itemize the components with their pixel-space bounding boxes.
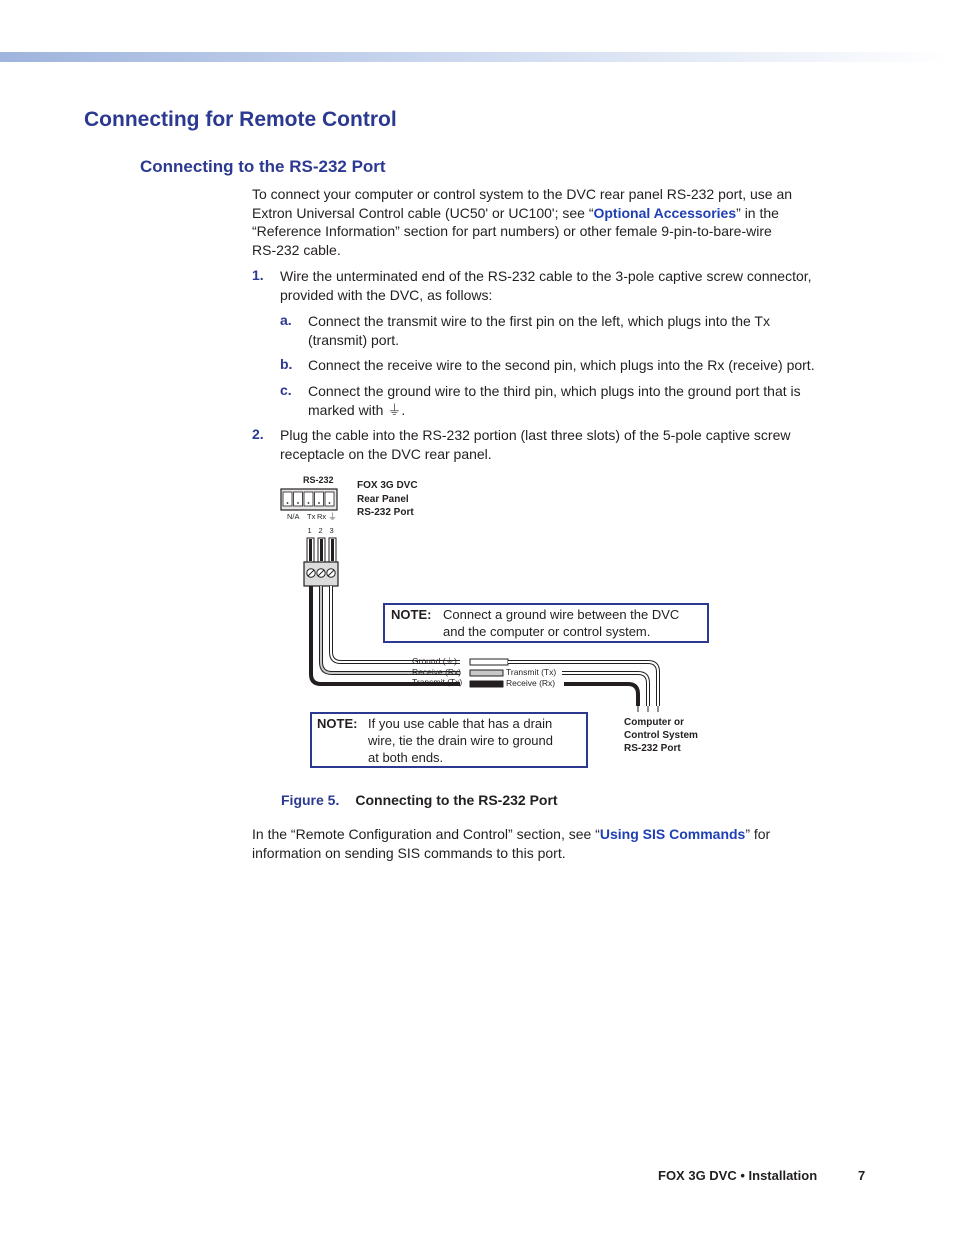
computer-label-line-3: RS-232 Port bbox=[624, 743, 681, 754]
step-1-line-2: provided with the DVC, as follows: bbox=[280, 286, 493, 303]
substep-b-letter: b. bbox=[280, 356, 293, 372]
computer-side-wires bbox=[470, 659, 658, 712]
drain-wire-note-box bbox=[310, 712, 588, 768]
closing-line-2: information on sending SIS commands to this port. bbox=[252, 844, 566, 861]
closing-line-1-text: In the “Remote Configuration and Control” section, see “ bbox=[252, 826, 600, 842]
pin-label-tx: Tx bbox=[307, 512, 316, 521]
ground-note-box bbox=[383, 603, 709, 643]
figure-caption bbox=[281, 792, 558, 808]
note-line-1: Connect a ground wire between the DVC bbox=[443, 607, 680, 622]
pin-number-1: 1 bbox=[307, 526, 312, 535]
substep-c-line-1: Connect the ground wire to the third pin, which plugs into the ground port that is bbox=[308, 383, 801, 399]
subsection-title: Connecting to the RS-232 Port bbox=[140, 157, 386, 176]
note-line-1: If you use cable that has a drain bbox=[368, 716, 553, 731]
substep-a-letter: a. bbox=[280, 312, 292, 328]
closing-line-1-tail: ” for bbox=[745, 826, 771, 842]
left-wire-labels bbox=[412, 656, 462, 688]
wire-label-transmit: Transmit (Tx) bbox=[412, 677, 463, 687]
intro-line-4: RS-232 cable. bbox=[252, 241, 341, 258]
wire-label-transmit-right: Transmit (Tx) bbox=[506, 667, 557, 677]
substep-c-line-2: marked with ⏚. bbox=[308, 401, 406, 418]
figure-title: Connecting to the RS-232 Port bbox=[355, 792, 558, 808]
ground-symbol-icon: ⏚ bbox=[328, 512, 338, 522]
intro-line-1: To connect your computer or control system to the DVC rear panel RS-232 port, use an bbox=[252, 186, 793, 202]
optional-accessories-link[interactable]: Optional Accessories bbox=[593, 204, 737, 221]
intro-line-3: “Reference Information” section for part numbers) or other female 9-pin-to-bare-wire bbox=[252, 223, 772, 239]
step-1-number: 1. bbox=[252, 267, 264, 283]
intro-line-2-text: Extron Universal Control cable (UC50' or UC100'; see “ bbox=[252, 204, 594, 221]
device-label-line-3: RS-232 Port bbox=[357, 507, 414, 518]
figure-number: Figure 5. bbox=[281, 792, 340, 808]
rs232-port-label: RS-232 bbox=[303, 475, 334, 485]
device-label bbox=[357, 479, 418, 520]
substep-b-line-1: Connect the receive wire to the second pin, which plugs into the Rx (receive) port. bbox=[308, 357, 815, 373]
closing-line-1 bbox=[252, 825, 770, 844]
note-line-2: wire, tie the drain wire to ground bbox=[368, 733, 553, 748]
device-label-line-1: FOX 3G DVC bbox=[357, 480, 418, 491]
footer-doc-title: FOX 3G DVC • Installation bbox=[658, 1168, 818, 1183]
pin-number-2: 2 bbox=[318, 526, 323, 535]
wire-label-receive: Receive (Rx) bbox=[412, 666, 462, 677]
substep-a-line-2: (transmit) port. bbox=[308, 331, 400, 348]
step-2-number: 2. bbox=[252, 426, 264, 442]
note-label: NOTE: bbox=[317, 716, 358, 731]
pin-number-3: 3 bbox=[329, 526, 334, 535]
intro-line-2-tail: ” in the bbox=[736, 204, 779, 221]
using-sis-commands-link[interactable]: Using SIS Commands bbox=[599, 826, 746, 842]
captive-screw-connector bbox=[304, 538, 338, 586]
page-footer bbox=[658, 1168, 866, 1183]
rear-panel-receptacle bbox=[281, 489, 337, 510]
device-label-line-2: Rear Panel bbox=[357, 493, 409, 505]
right-wire-labels bbox=[506, 667, 556, 688]
pin-label-rx: Rx bbox=[317, 512, 327, 521]
note-label: NOTE: bbox=[391, 607, 432, 622]
computer-label bbox=[624, 716, 698, 755]
computer-label-line-1: Computer or bbox=[624, 717, 684, 728]
page-number: 7 bbox=[858, 1168, 866, 1183]
step-2-line-2: receptacle on the DVC rear panel. bbox=[280, 445, 492, 462]
substep-c-letter: c. bbox=[280, 382, 292, 398]
pin-label-na: N/A bbox=[287, 512, 300, 521]
note-line-3: at both ends. bbox=[368, 750, 444, 765]
wire-label-ground: Ground (⏚) bbox=[412, 656, 457, 666]
section-title: Connecting for Remote Control bbox=[84, 108, 397, 131]
computer-label-line-2: Control System bbox=[624, 730, 698, 741]
wire-label-receive-right: Receive (Rx) bbox=[506, 677, 556, 688]
substep-a-line-1: Connect the transmit wire to the first pin on the left, which plugs into the Tx bbox=[308, 313, 770, 329]
note-line-2: and the computer or control system. bbox=[443, 624, 651, 639]
step-1-line-1: Wire the unterminated end of the RS-232 cable to the 3-pole captive screw connector, bbox=[280, 268, 812, 284]
step-2-line-1: Plug the cable into the RS-232 portion (last three slots) of the 5-pole captive screw bbox=[280, 427, 791, 443]
